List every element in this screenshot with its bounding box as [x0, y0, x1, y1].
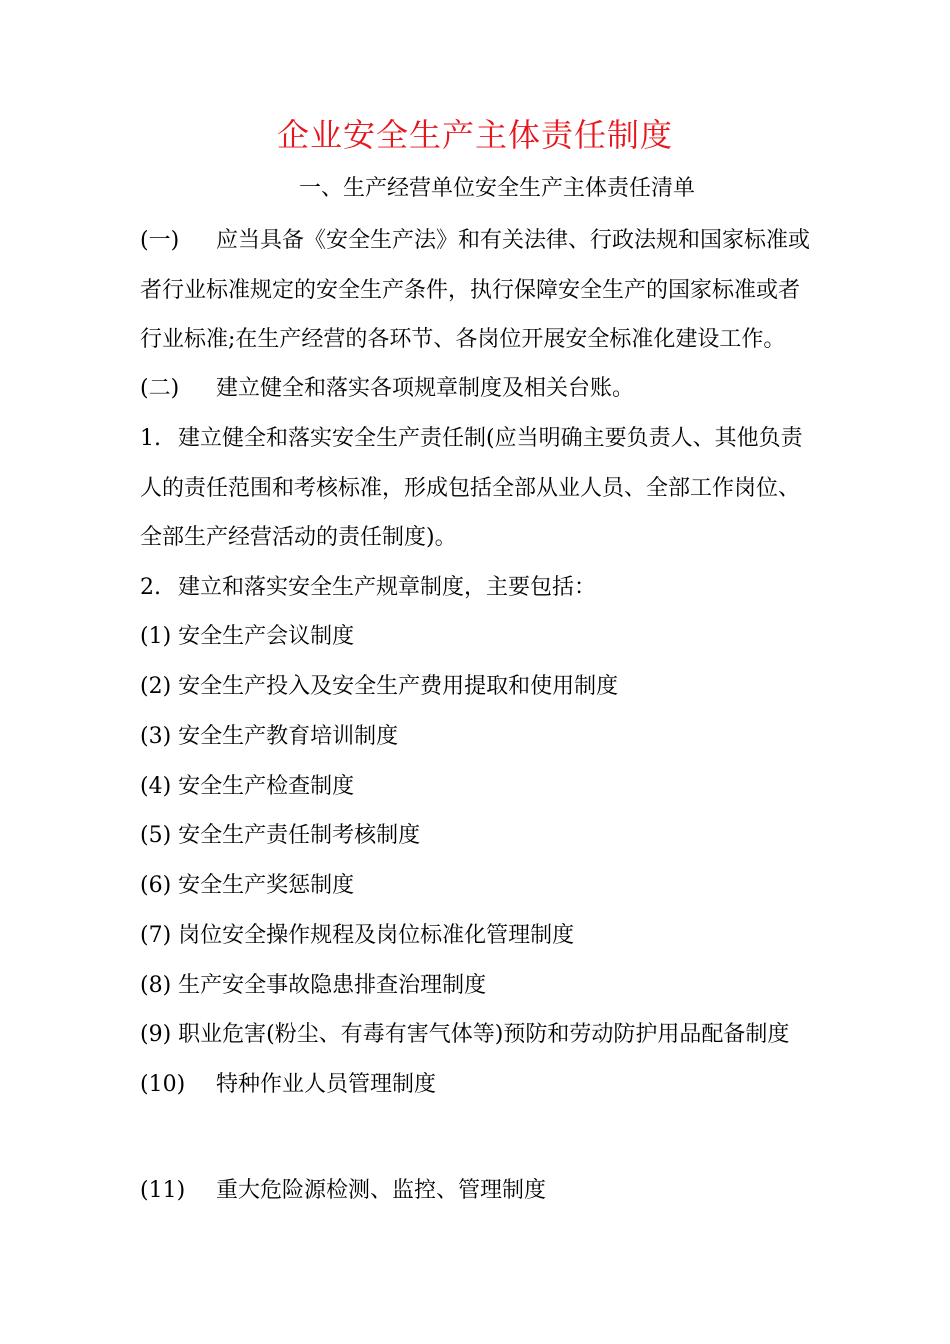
list-item — [140, 1173, 546, 1209]
list-item — [140, 968, 486, 1004]
list-item-text: 职业危害(粉尘、有毒有害气体等)预防和劳动防护用品配备制度 — [178, 1022, 790, 1047]
paragraph-line — [140, 371, 634, 407]
paragraph-label: 1. — [140, 426, 161, 451]
list-item-label: (5) — [140, 823, 172, 848]
list-item-label: (9) — [140, 1022, 172, 1047]
list-item-text: 重大危险源检测、监控、管理制度 — [216, 1178, 547, 1203]
document-title: 企业安全生产主体责任制度 — [276, 116, 673, 154]
list-item-text: 岗位安全操作规程及岗位标准化管理制度 — [178, 923, 575, 948]
list-item-label: (8) — [140, 973, 172, 998]
list-item — [140, 918, 574, 954]
paragraph-text: 建立健全和落实安全生产责任制(应当明确主要负责人、其他负责 — [178, 426, 803, 451]
list-item-label: (11) — [140, 1178, 186, 1203]
list-item-label: (4) — [140, 774, 172, 799]
section-heading: 一、生产经营单位安全生产主体责任清单 — [298, 176, 695, 201]
list-item — [140, 619, 354, 655]
paragraph-line: 人的责任范围和考核标准，形成包括全部从业人员、全部工作岗位、 — [140, 476, 801, 501]
list-item-text: 安全生产奖惩制度 — [178, 873, 355, 898]
paragraph-label: (一) — [140, 228, 180, 253]
paragraph-line: 者行业标准规定的安全生产条件，执行保障安全生产的国家标准或者 — [140, 278, 801, 303]
paragraph-label: 2. — [140, 575, 161, 600]
list-item-label: (1) — [140, 624, 172, 649]
list-item-label: (7) — [140, 923, 172, 948]
list-item — [140, 669, 618, 705]
paragraph-line — [140, 570, 596, 606]
list-item-label: (2) — [140, 674, 172, 699]
list-item-text: 安全生产会议制度 — [178, 624, 355, 649]
list-item-label: (10) — [140, 1072, 186, 1097]
list-item — [140, 1067, 436, 1103]
paragraph-line: 全部生产经营活动的责任制度)。 — [140, 525, 457, 550]
list-item — [140, 1017, 789, 1053]
paragraph-text: 建立和落实安全生产规章制度，主要包括： — [178, 575, 597, 600]
list-item — [140, 719, 398, 755]
list-item-text: 生产安全事故隐患排查治理制度 — [178, 973, 487, 998]
list-item-text: 安全生产检查制度 — [178, 774, 355, 799]
list-item-label: (3) — [140, 724, 172, 749]
list-item-label: (6) — [140, 873, 172, 898]
paragraph-line — [140, 421, 803, 457]
paragraph-text: 应当具备《安全生产法》和有关法律、行政法规和国家标准或 — [216, 228, 811, 253]
list-item — [140, 769, 354, 805]
paragraph-label: (二) — [140, 376, 180, 401]
list-item-text: 安全生产教育培训制度 — [178, 724, 399, 749]
list-item — [140, 868, 354, 904]
paragraph-line: 行业标准;在生产经营的各环节、各岗位开展安全标准化建设工作。 — [140, 327, 786, 352]
paragraph-text: 建立健全和落实各项规章制度及相关台账。 — [216, 376, 635, 401]
list-item-text: 安全生产投入及安全生产费用提取和使用制度 — [178, 674, 619, 699]
paragraph-line — [140, 223, 810, 259]
list-item-text: 安全生产责任制考核制度 — [178, 823, 421, 848]
list-item-text: 特种作业人员管理制度 — [216, 1072, 437, 1097]
list-item — [140, 818, 420, 854]
